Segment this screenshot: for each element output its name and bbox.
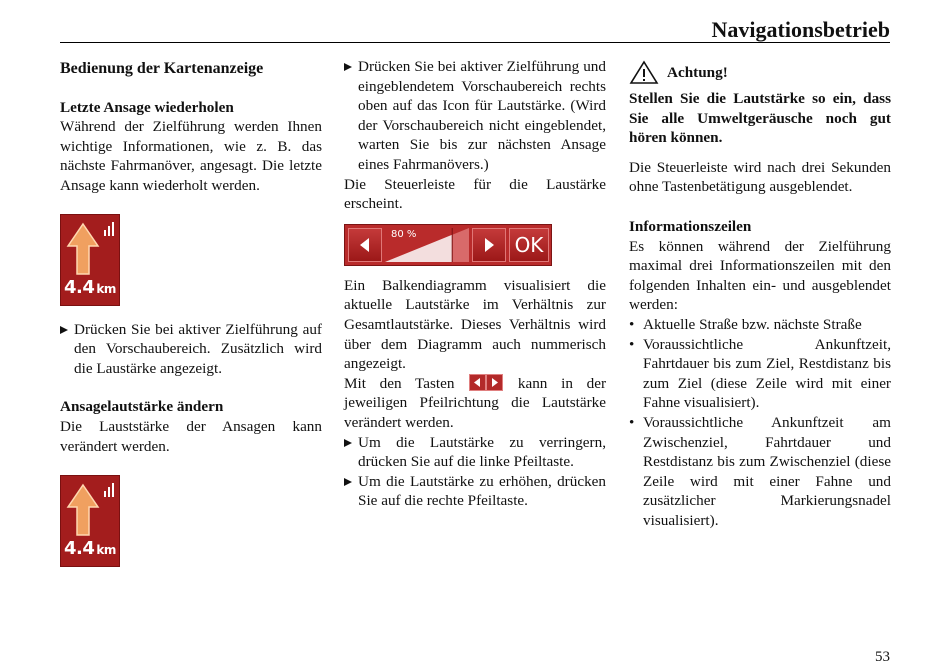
- repeat-step: Drücken Sie bei aktiver Zielführung auf den Vorschaubereich. Zusätzlich wird die Laustärke angezeigt.: [60, 320, 322, 379]
- repeat-heading: Letzte Ansage wiederholen: [60, 98, 234, 116]
- distance-readout: 4.4 km: [64, 538, 116, 560]
- keys-description: Mit den Tasten kann in der jeweiligen Pfeilrichtung die Lautstärke verändert werden.: [344, 374, 607, 431]
- volume-increase-button[interactable]: [472, 228, 506, 262]
- repeat-text: Während der Zielführung werden Ihnen wichtige Informationen, wie z. B. das nächste Fahrmanöver, angesagt. Die letzte Ansage kann wiederholt werden.: [60, 118, 322, 194]
- volume-step-1: Drücken Sie bei aktiver Zielführung und eingeblendetem Vorschaubereich rechts oben auf das Icon für Lautstärke. (Wird der Vorschaubereich nicht eingeblendet, warten Sie bis zur nächsten Ansage eines Fahrmanövers.): [344, 57, 606, 175]
- volume-ok-button[interactable]: OK: [509, 228, 549, 262]
- column-right: [629, 57, 891, 530]
- column-middle: [344, 57, 606, 511]
- warning-label: Achtung!: [667, 63, 728, 81]
- volume-bars-icon: [104, 481, 116, 499]
- volume-step-2: Um die Lautstärke zu verringern, drücken Sie auf die linke Pfeiltaste.: [344, 433, 606, 472]
- arrow-up-icon: [66, 222, 100, 276]
- volume-control-bar: [344, 224, 552, 266]
- arrow-up-icon: [66, 483, 100, 537]
- step-triangle-icon: [344, 478, 352, 486]
- section-title: Bedienung der Kartenanzeige: [60, 60, 264, 77]
- toolbar-appears-text: Die Steuerleiste für die Laustärke erscheint.: [344, 175, 606, 213]
- arrow-keys-icon: [469, 374, 503, 391]
- navigation-preview-icon-2: [60, 475, 120, 567]
- toolbar-hide-text: Die Steuerleiste wird nach drei Sekunden ohne Tastenbetätigung ausgeblendet.: [629, 158, 891, 196]
- bar-description: Ein Balkendiagramm visualisiert die aktuelle Lautstärke im Verhältnis zur Gesamtlautstärke. Dieses Verhältnis wird über dem Diagramm auch nummerisch angezeigt.: [344, 276, 606, 373]
- page-header-title: Navigationsbetrieb: [711, 17, 890, 42]
- header-rule: [60, 42, 890, 43]
- arrow-right-icon: [473, 229, 505, 261]
- step-triangle-icon: [344, 439, 352, 447]
- arrow-left-icon: [349, 229, 381, 261]
- page-number: 53: [875, 649, 890, 665]
- volume-text: Die Lauststärke der Ansagen kann verändert werden.: [60, 417, 322, 455]
- warning-icon: [629, 60, 659, 85]
- volume-heading: Ansagelautstärke ändern: [60, 398, 224, 416]
- navigation-preview-icon: [60, 214, 120, 306]
- step-triangle-icon: [60, 326, 68, 334]
- list-item: • Voraussichtliche Ankunftzeit am Zwischenziel, Fahrtdauer und Restdistanz bis zum Zwischenziel (diese Zeile wird mit einer Fahne und zusätzlicher Markierungsnadel visualisiert).: [629, 413, 891, 531]
- info-heading: Informationszeilen: [629, 217, 752, 235]
- list-item: • Aktuelle Straße bzw. nächste Straße: [629, 315, 891, 335]
- list-item: • Voraussichtliche Ankunftzeit, Fahrtdauer bis zum Ziel, Restdistanz bis zum Ziel (diese Zeile wird mit einer Fahne visualisiert).: [629, 335, 891, 413]
- column-left: [60, 57, 322, 567]
- volume-bars-icon: [104, 220, 116, 238]
- volume-percent-label: 80 %: [391, 228, 417, 240]
- info-text: Es können während der Zielführung maximal drei Informationszeilen mit den folgenden Inhalten ein- und ausgeblendet werden:: [629, 237, 891, 314]
- step-triangle-icon: [344, 63, 352, 71]
- volume-decrease-button[interactable]: [348, 228, 382, 262]
- warning-header: [629, 60, 891, 85]
- warning-text: Stellen Sie die Lautstärke so ein, dass Sie alle Umweltgeräusche noch gut hören können.: [629, 90, 891, 147]
- distance-readout: 4.4 km: [64, 276, 116, 298]
- volume-step-3: Um die Lautstärke zu erhöhen, drücken Sie auf die rechte Pfeiltaste.: [344, 472, 606, 511]
